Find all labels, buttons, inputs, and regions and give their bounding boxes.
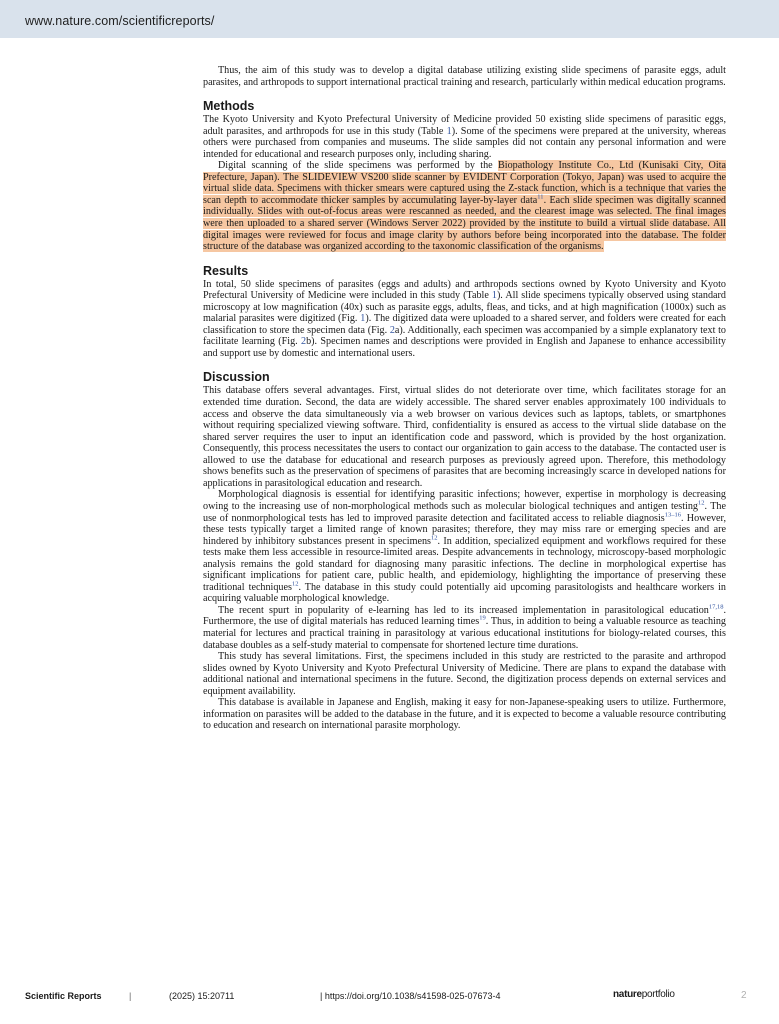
citation-ref[interactable]: 13–16 xyxy=(664,511,681,519)
discussion-paragraph-3: The recent spurt in popularity of e-learning has led to its increased implementation in parasitological education$^{17,18}$. Furthermore, the use of digital materials has reduced learning times$^{19}$. Thus, in addition to being a valuable resource as teaching material for lectures and practical training in parasitology at various educational institutions for biology-related courses, this database doubles as a self-study material to compensate for shortened lecture time durations. xyxy=(203,603,726,651)
methods-paragraph-2: Digital scanning of the slide specimens was performed by the Biopathology Institute Co., Ltd (Kunisaki City, Oita Prefecture, Japan). The SLIDEVIEW VS200 slide scanner by EVIDENT Corporation (Tokyo, Japan) was used to acquire the virtual slide data. Specimens with thicker smears were captured using the Z-stack function, which is a technique that varies the scan depth to accommodate thicker samples by accumulating layer-by-layer data$^{11}$. Each slide specimen was digitally scanned individually. Slides with out-of-focus areas were rescanned as needed, and the clearest image was selected. The final images were then uploaded to a shared server (Windows Server 2022) provided by the institute to build a virtual slide database. All digital images were reviewed for focus and image clarity by authors before being incorporated into the database. The folder structure of the database was organized according to the taxonomic classification of the organisms. xyxy=(203,160,726,253)
discussion-paragraph-4: This study has several limitations. First, the specimens included in this study are restricted to the parasite and arthropod slides owned by Kyoto University and Kyoto Prefectural University of Medicine. There are plans to expand the database with additional national and international specimens in the future. Second, the digitization process depends on external services and equipment availability. xyxy=(203,651,726,697)
citation-ref[interactable]: 12 xyxy=(697,499,705,507)
page-footer xyxy=(25,989,747,1005)
figure-ref[interactable]: 2 xyxy=(301,336,307,348)
doi-link[interactable]: | https://doi.org/10.1038/s41598-025-07673-4 xyxy=(320,991,501,1001)
page-header xyxy=(0,0,779,38)
intro-paragraph: Thus, the aim of this study was to develop a digital database utilizing existing slide specimens of parasite eggs, adult parasites, and arthropods to support international practical training and research, particularly within medical education programs. xyxy=(203,65,726,88)
citation-info: (2025) 15:20711 xyxy=(169,991,235,1001)
citation-ref[interactable]: 12 xyxy=(430,534,438,542)
publisher-logo: natureportfolio xyxy=(613,989,675,1000)
page-number: 2 xyxy=(741,990,747,1001)
methods-heading: Methods xyxy=(203,99,255,114)
figure-ref[interactable]: 2 xyxy=(389,324,395,336)
discussion-paragraph-1: This database offers several advantages. First, virtual slides do not deteriorate over time, which facilitates storage for an extended time duration. Second, the data are widely accessible. The shared server enables approximately 100 individuals to access and observe the data simultaneously via a web browser on various devices such as laptops, tablets, or smartphones without requiring specialized viewing software. Third, confidentiality is ensured as access to the virtual slide database on the shared server requires the user to input an identification code and password, which is provided by the host organization. Consequently, this process necessitates the users to contact our organization to gain access to the database. The contacted user is allowed to use the database for educational and research purposes as previously agreed upon. Therefore, this methodology shows benefits such as the preservation of specimens of parasites that are becoming increasingly scarce in developed nations for applications in parasitological education and research. xyxy=(203,385,726,489)
methods-section xyxy=(203,99,726,253)
discussion-section xyxy=(203,370,726,731)
citation-ref[interactable]: 17,18 xyxy=(708,603,724,611)
intro-section xyxy=(203,65,726,88)
discussion-paragraph-2: Morphological diagnosis is essential for identifying parasitic infections; however, expertise in morphology is decreasing owing to the increasing use of non-morphological methods such as molecular biological techniques and antigen testing$^{12}$. The use of nonmorphological tests has led to improved parasite detection and facilitated access to reliable diagnosis$^{13-16}$. However, these tests typically target a limited range of known parasites; therefore, they may miss rare or emerging species and are hindered by inhibitory substances present in specimens$^{12}$. In addition, specialized equipment and workflows required for these tests make them less accessible in resource-limited areas. Despite advancements in technology, microscopy-based morphologic analysis remains the gold standard for diagnosing many parasitic infections. The decline in morphological expertise has significant implications for patient care, public health, and epidemiology, highlighting the importance of preserving these traditional techniques$^{12}$. The database in this study could potentially aid upcoming parasitologists and healthcare workers in acquiring valuable morphological knowledge. xyxy=(203,489,726,605)
article-body xyxy=(203,65,726,732)
results-heading: Results xyxy=(203,263,249,278)
results-section xyxy=(203,264,726,360)
table-ref[interactable]: 1 xyxy=(446,125,452,137)
citation-ref[interactable]: 12 xyxy=(291,580,299,588)
methods-paragraph-1: The Kyoto University and Kyoto Prefectural University of Medicine provided 50 existing slide specimens of parasitic eggs, adult parasites, and arthropods for use in this study (Table 1). Some of the specimens were prepared at the university, whereas others were purchased from companies and museums. The slide samples did not contain any personal information and were intended for educational and research purposes only, including sharing. xyxy=(203,114,726,160)
citation-ref[interactable]: 11 xyxy=(537,193,544,201)
journal-url[interactable]: www.nature.com/scientificreports/ xyxy=(25,14,215,28)
discussion-heading: Discussion xyxy=(203,370,270,385)
highlighted-text: Biopathology Institute Co., Ltd (Kunisaki City, Oita Prefecture, Japan). The SLIDEVIEW VS200 slide scanner by EVIDENT Corporation (Tokyo, Japan) was used to acquire the virtual slide data. Specimens with thicker smears were captured using the Z-stack function, which is a technique that varies the scan depth to accommodate thicker samples by accumulating layer-by-layer data$^{11}$. Each slide specimen was digitally scanned individually. Slides with out-of-focus areas were rescanned as needed, and the clearest image was selected. The final images were then uploaded to a shared server (Windows Server 2022) provided by the institute to build a virtual slide database. All digital images were reviewed for focus and image clarity by authors before being incorporated into the database. The folder structure of the database was organized according to the taxonomic classification of the organisms. xyxy=(203,160,726,253)
discussion-paragraph-5: This database is available in Japanese and English, making it easy for non-Japanese-speaking users to utilize. Furthermore, information on parasites will be added to the database in the future, and it is expected to become a valuable resource contributing to education and research on international parasite morphology. xyxy=(203,697,726,732)
journal-name: Scientific Reports xyxy=(25,991,102,1001)
figure-ref[interactable]: 1 xyxy=(360,313,366,325)
table-ref[interactable]: 1 xyxy=(491,290,497,302)
footer-separator: | xyxy=(129,991,132,1001)
results-paragraph: In total, 50 slide specimens of parasites (eggs and adults) and arthropods sections owned by Kyoto University and Kyoto Prefectural University of Medicine were included in this study (Table 1). All slide specimens typically observed using standard microscopy at low magnification (40x) such as parasite eggs, adults, fleas, and ticks, and at high magnification (1000x) such as malarial parasites were digitized (Fig. 1). The digitized data were uploaded to a shared server, and folders were created for each classification to store the specimen data (Fig. 2a). Additionally, each specimen was accompanied by a simple explanatory text to facilitate learning (Fig. 2b). Specimen names and descriptions were provided in English and Japanese to enhance accessibility and support use by domestic and international users. xyxy=(203,278,726,359)
citation-ref[interactable]: 19 xyxy=(479,615,486,623)
